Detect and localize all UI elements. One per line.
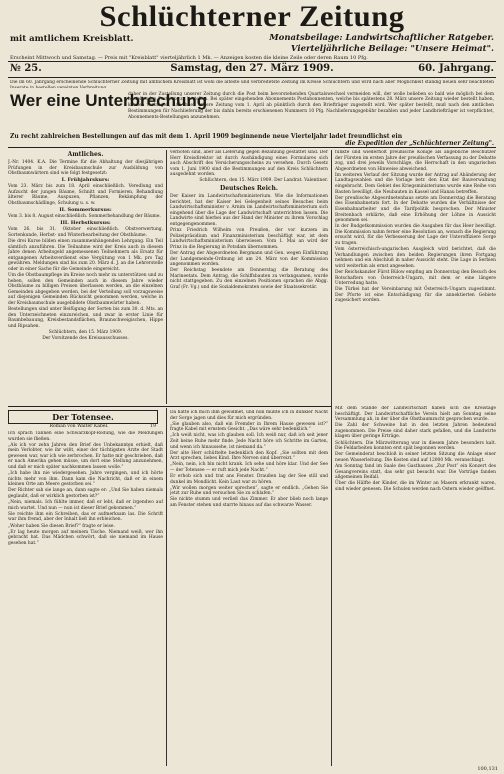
col2-p2: Der Kaiser im Landwirtschaftsministerium. Wie die Informationen berichtet, hat der Kaiser bei Gelegenheit seines Besuches beim Landwirtschaftsminister v. Arnim im Landwirtschaftsministerium sich eingehend über die Lage der Landwirtschaft unterrichten lassen. Die Landwirte sind hierbei aus der Hand der Minister zu ihrem Vorschlag entgegengenommen. [170,194,328,228]
column-politics [335,150,496,404]
col1-h2: I. Frühjahrskurs: [61,177,110,184]
col1-h4: III. Herbstkursus: [60,220,111,227]
feuilleton-title: Der Totensee. [8,410,158,424]
col3b-p6: Über die Hälfte der Kinder, die im Winter an Masern erkrankt waren, sind wieder genesen. Die Schulen werden nach Ostern wieder geöffnet. [335,481,496,492]
masthead-supplement-monthly: Monatsbeilage: Landwirtschaftlicher Ratgeber. [269,33,494,43]
column-reich [170,150,328,404]
masthead-title: Schlüchterner Zeitung [99,0,405,33]
feuil2-p7: „Wir wollen morgen weiter sprechen“, sagte er endlich. „Gehen Sie jetzt zur Ruhe und versuchen Sie zu schlafen.“ [170,485,328,497]
col2-p5: Der Reichstag beendete am Donnerstag die Beratung des Marineetats. Dem Antrag, die Schiffsbauten zu verlangsamen, wurde nicht stattgegeben. Zu den einzelnen Positionen sprachen die Abgg. Graf (Fr. Vg.) und die Sozialdemokraten sowie der Staatssekretär. [170,268,328,291]
issue-year: 60. Jahrgang. [418,63,494,74]
col1-sig2: Der Vorsitzende des Kreisausschusses. [42,336,129,342]
column-divider-4 [331,404,332,766]
feuilleton-instalment: 19 [150,424,156,429]
issue-date: Samstag, den 27. März 1909. [170,63,334,74]
feuil-p5: „Nein, niemals. Ich fühlte immer, daß er lebt, daß er irgendwo auf mich wartet. Und nun — nun ist dieser Brief gekommen.“ [8,500,163,511]
feuil-p4: Der Richter sah sie lange an, dann sagte er: „Und Sie haben niemals geglaubt, daß er wirklich gestorben ist?“ [8,488,163,500]
col2-p1: verboten sind, aber als Lieferung gegen Bezahlung gestattet sind. Der Herr Kreisdirektor ist durch Aushändigung eines Formulares sich auch Abschrift des Versicherungsscheins zu versehen. Durch Gesetz vom 1. Juni 1900 sind die Bestimmungen auf den Kreis Schlüchtern ausgedehnt worden. [170,150,328,178]
column-official [8,150,163,404]
feuil-p1: Ich sprach Tannen eine Schwarzkopf-Rodung, wie die Meldungen wurden sie fließen. [8,431,163,442]
notice-headline: Wer eine Unterbrechung [10,88,122,114]
column-divider-1 [166,150,167,404]
feuil2-p6: Er erhob sich und trat ans Fenster. Draußen lag der See still und dunkel im Mondlicht. Kein Laut war zu hören. [170,474,328,485]
col2-p3: Prinz Friedrich Wilhelm von Preußen, der vor kurzem im Polizeipräsidium und Finanzministerium beschäftigt war, ist dem Landwirtschaftsministerium überwiesen. Vom 1. Mai an wird der Prinz in die Regierung in Potsdam übernommen. [170,228,328,250]
feuil-p7: „Woher haben Sie diesen Brief?“ fragte er leise. [8,523,115,529]
feuil2-p5: „Nein, nein, ich bin nicht krank. Ich sehe und höre klar. Und der See — der Totensee — er ruft mich jede Nacht.“ [170,462,328,473]
col1-h3: II. Sommerkursus: [59,207,112,214]
col3-p5: Vom österreichisch-ungarischen Ausgleich wird berichtet, daß die Verhandlungen zwischen den beiden Regierungen ihren Fortgang nehmen und ein Abschluß in naher Aussicht steht. Die Lage in Serbien wird weiterhin als ernst angesehen. [335,247,496,269]
col3-p1: funkte und wiederholt preußische Könige als angebliche Beschützer der Fürsten im ersten Jahre der preußischen Verfassung zu der Debatte zog, und drei jeweils Vorschläge, die Herrschaft in den ungarischen Abgeordneten von Hinweise abweichend. [335,150,496,172]
col3-p3: Der preußische Abgeordnetenhaus setzte am Donnerstag die Beratung des Eisenbahnetats fort. In der Debatte wurden die Verhältnisse der Eisenbahnarbeiter und die Tarifpolitik besprochen. Der Minister Breitenbach erklärte, daß eine Erhöhung der Löhne in Aussicht genommen sei. [335,195,496,224]
feuil-p8: „Er lag heute morgen auf meinem Tische. Niemand weiß, wer ihn gebracht hat. Das Mädchen schwört, daß sie niemand im Hause gesehen hat.“ [8,529,163,546]
col2-p4: Der Antrag der Abgeordneten Bergmann und Gen. wegen Einführung der Landgemeinde-Ordnung ist am 24. März von der Kommission angenommen worden. [170,251,328,268]
feuilleton-column-2 [170,410,328,765]
publication-notice: Erscheint Mittwoch und Samstag. — Preis mit "Kreisblatt" vierteljährlich 1 Mk. — Anzeigen kosten die kleine Zeile oder deren Raum 10 Pfg. [10,55,368,61]
feuil2-p1: Da hatte ich mich ihm gewidmet, und nun mußte ich in dunkler Nacht der Sorge jagen und dies für mich ergründen. [170,410,328,421]
feuil2-p3: „Ich weiß nicht, was ich glauben soll. Ich weiß nur, daß ich seit jener Zeit keine Ruhe mehr finde. Jede Nacht höre ich Schritte im Garten, und wenn ich hinaussehe, ist niemand da.“ [170,433,328,450]
col1-p2: Vom 23. März bis zum 18. April einschließlich. Veredlung und Aufzucht der jungen Bäume, Schnitt und Formieren, Behandlung älterer Bäume, Auspuzen, Pflanzen, Bekämpfung der Obstbaumschädlinge, Schulung u. s. w. [8,184,163,207]
col3b-p1: Mit dem Stande der Landwirtschaft haben sich die Kreistage beschäftigt. Der Landwirtschaftliche Verein hielt am Sonntag seine Versammlung ab, in der über die Obstbaumzucht gesprochen wurde. [335,406,496,423]
page-number: 100,131 [477,766,498,772]
col3-p6: Der Reichskanzler Fürst Bülow empfing am Donnerstag den Besuch des Botschafters von Österreich-Ungarn, mit dem er eine längere Unterredung hatte. [335,269,496,287]
feuil2-p8: Sie nickte stumm und verließ das Zimmer. Er aber blieb noch lange am Fenster stehen und starrte hinaus auf das schwarze Wasser. [170,497,328,508]
column-divider-3 [166,408,167,766]
header-rule-top [8,61,496,62]
col3b-p3: Schlüchtern. Die Märzwitterung war in diesem Jahre besonders kalt. Die Feldarbeiten konnten erst spät begonnen werden. [335,440,496,452]
notice-text-2: daher in der Zustellung unserer Zeitung durch die Post beim bevorstehenden Quartalswechsel vermeiden will, der wolle belieben so bald wie möglich bei dem bestellenden Postamte zu bestellen. Bei später eingehenden Abonnements Postabonnenten, welche bis spätestens 28. März unsere Zeitung wieder bestellt haben, können verlangen, daß ihnen unsere Zeitung vom 1. April ab pünktlich durch den Briefträger zugestellt wird. Wer später bestellt, muß nach den amtlichen Bestimmungen für Nachlieferung der bis dahin bereits erschienenen Nummern 10 Pfg. Nachlieferungsgebühr bezahlen und jeder Landbriefträger ist verpflichtet, Abonnements-Bestellungen anzunehmen. [128,91,494,120]
section-heading-deutsches-reich: Deutsches Reich. [219,185,279,193]
col3b-p5: Am Sonntag fand im Saale des Gasthauses „Zur Post“ ein Konzert des Gesangvereins statt, das sehr gut besucht war. Die Vorträge fanden allgemeinen Beifall. [335,463,496,481]
feuil2-p2: „Sie glauben also, daß ein Fremder in Ihrem Hause gewesen ist?“ fragte Kabel mit ernstem Gesicht. „Das wäre sehr bedenklich.“ [170,421,328,433]
notice-text-1: Die im 60. Jahrgang erscheinende Schlüchterner Zeitung mit amtlichem Kreisblatt ist wohl die älteste und verbreitetste Zeitung im Kreise Schlüchtern und wird nach aller Möglichkeit ständig neuen sehr beachteten [10,80,494,85]
issue-info [10,63,494,77]
col1-sig1: Schlüchtern, den 15. März 1909. [48,329,123,335]
section-rule [8,147,496,148]
feuil-p2: „Als ich vor zehn Jahren den Brief des Unbekannten erhielt, daß mein Verlobter, wie ihr wißt, einer der tüchtigsten Ärzte der Stadt gewesen war, war ich wie zerbrochen. Er hatte mir geschrieben, daß er nach Amerika gehen müsse, um dort eine Stellung anzunehmen, und daß er mich später nachkommen lassen wolle.“ [8,442,163,471]
col3-p4: In der Budgetkommission wurden die Ausgaben für das Heer bewilligt. Die Kommission nahm ferner eine Resolution an, wonach die Regierung ersucht wird, für die Verbesserung der Lage der Unteroffiziere Sorge zu tragen. [335,224,496,246]
masthead-subtitle-left: mit amtlichem Kreisblatt. [10,34,134,44]
col1-p4: Vom 26. bis 31. Oktober einschließlich. Obstverwertung, Sortenkunde, Herbst- und Winterbearbeitung der Obstbäume. [8,227,163,238]
feuilleton-rule [8,406,332,407]
col3-p7: Die Türkei hat der Vereinbarung mit Österreich-Ungarn zugestimmt. Der Pforte ist eine Entschädigung für die annektierten Gebiete zugesichert worden. [335,287,496,304]
column-local-news [335,406,496,764]
column-divider-2 [331,150,332,404]
col1-p6: Um die Obstbaumpflege im Kreise noch mehr zu unterstützen und zu heben, sollen den Gemeinden auch in diesem Jahre wieder Obstbäume zu billigen Preisen überlassen werden, an die einzelnen Gemeinden abgegeben werden, bei der Verteilung soll vorzugsweise auf diejenigen Gemeinden Rücksicht genommen werden, welche in der Kreisbaumschule ausgebildete Obstbaumwärter haben. [8,273,163,306]
col1-p3: Vom 3. bis 8. August einschließlich. Sommerbehandlung der Bäume. [8,214,161,220]
feuil-p6: Sie reichte ihm ein Schreiben, das er aufmerksam las. Die Schrift war ihm fremd, aber der Inhalt ließ ihn erbleichen. [8,511,163,523]
col1-p7: Bestellungen sind unter Beifügung der Sorten bis zum 30. d. Mts. an den Unterzeichneten einzureichen, und zwar in erster Linie für Baumbebauung, Kreisbestandsflächen, Braunschweigischen, Hippe und Ripsahen. [8,307,163,329]
masthead-supplement-quarterly: Vierteljährliche Beilage: "Unsere Heimat". [290,44,494,54]
feuil2-p4: Der alte Herr schüttelte bedenklich den Kopf. „Sie sollten mit dem Arzt sprechen, liebes Kind. Ihre Nerven sind überreizt.“ [170,450,328,462]
issue-number: № 25. [10,63,42,74]
col1-p5: Die drei Kurse bilden einen zusammenhängenden Lehrgang. Ein Teil sämtlich anzuführen. Die Teilnahme wird der Kreis auch in diesem Jahre denen Arbeitsgeld angemessenen Teilnehmern als Ersatz für entgangenen Arbeitsverdienst eine Vergütung von 1 Mk. pro Tag gewähren. Meldungen sind bis zum 20. März d. J. an die Lehrerstelle oder in einer Sache für die Gemeinde eingereicht. [8,238,163,272]
notice-signature: die Expedition der „Schlüchterner Zeitung". [345,140,494,147]
col3b-p2: Die Zahl der Schweine hat in den letzten Jahren bedeutend zugenommen. Die Preise sind daher stark gefallen, und die Landwirte klagen über geringe Erträge. [335,423,496,440]
col3b-p4: Der Gemeinderat beschloß in seiner letzten Sitzung die Anlage einer neuen Wasserleitung. Die Kosten sind auf 12000 Mk. veranschlagt. [335,452,496,463]
feuil-p3: „Ich habe ihn nie wiedergesehen. Jahre vergingen, und ich hörte nichts mehr von ihm. Dann kam die Nachricht, daß er in einem kleinen Orte am Meere gestorben sei.“ [8,471,163,488]
section-heading-amtliches: Amtliches. [67,151,104,158]
header-rule-bottom [8,77,496,78]
feuilleton-subtitle [8,424,156,429]
feuilleton-author: Roman von Walter Kabel. [49,424,109,429]
notice-text-3: Zu recht zahlreichen Bestellungen auf das mit dem 1. April 1909 beginnende neue Vierteljahr ladet freundlichst ein [10,133,403,140]
col1-p1: J.-Nr. 1404. K.A. Die Termine für die Abhaltung der diesjährigen Prüfungen in der Kreisbaumschule zur Ausbildung von Obstbaumwärtern sind wie folgt festgesetzt: [8,160,163,177]
feuilleton-column-1 [8,431,163,765]
col2-sig: Schlüchtern, den 15. März 1909. Der Landrat. Valentiner. [199,178,328,184]
notice-closing [10,133,494,147]
col3-p2: Im weiteren Verlauf der Sitzung wurde der Antrag auf Abänderung der Landtagswahlen und die Vorlage betr. den Etat der Bauverwaltung eingebracht. Dem Gebiet des Kriegsministeriums wurde eine Reihe von Bauten bewilligt, die Neubauten in Kassel und Hanau betreffen. [335,172,496,195]
